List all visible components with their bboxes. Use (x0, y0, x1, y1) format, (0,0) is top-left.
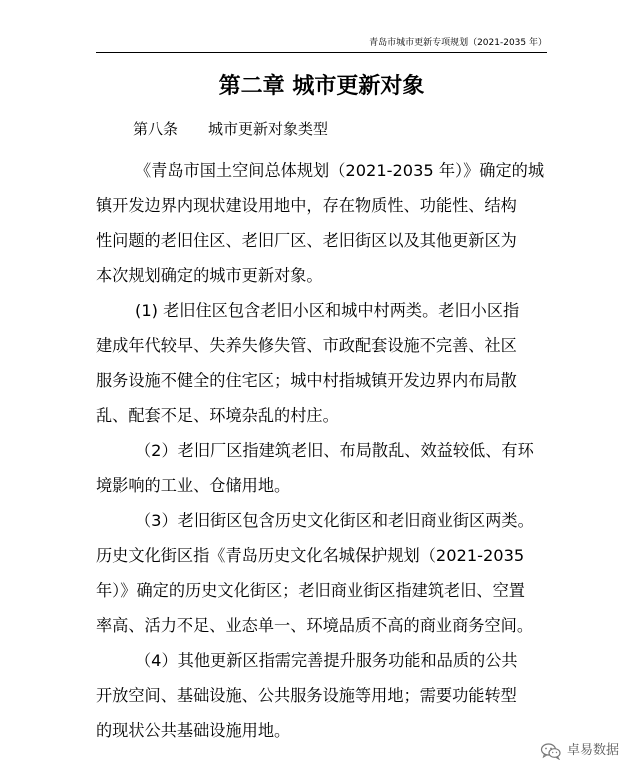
paragraph-3-line-1: （3）老旧街区包含历史文化街区和老旧商业街区两类。 (135, 511, 534, 530)
paragraph-1-line-3: 服务设施不健全的住宅区；城中村指城镇开发边界内布局散 (96, 371, 517, 390)
paragraph-1-line-2: 建成年代较早、失养失修失管、市政配套设施不完善、社区 (96, 336, 517, 355)
paragraph-3-line-2: 历史文化街区指《青岛历史文化名城保护规划（2021-2035 (96, 546, 525, 565)
paragraph-3-line-4: 率高、活力不足、业态单一、环境品质不高的商业商务空间。 (96, 616, 534, 635)
watermark (540, 741, 619, 761)
chapter-title: 第二章 城市更新对象 (218, 74, 425, 99)
paragraph-intro-line-2: 镇开发边界内现状建设用地中，存在物质性、功能性、结构 (96, 196, 517, 215)
header-rule (96, 52, 547, 53)
watermark-text: 卓易数据 (566, 743, 619, 758)
running-header: 青岛市城市更新专项规划（2021-2035 年） (369, 38, 547, 48)
paragraph-4-line-2: 开放空间、基础设施、公共服务设施等用地；需要功能转型 (96, 686, 517, 705)
paragraph-2-line-2: 境影响的工业、仓储用地。 (96, 476, 291, 495)
paragraph-intro-line-3: 性问题的老旧住区、老旧厂区、老旧街区以及其他更新区为 (96, 231, 517, 250)
paragraph-1-line-4: 乱、配套不足、环境杂乱的村庄。 (96, 406, 339, 425)
paragraph-4-line-1: （4）其他更新区指需完善提升服务功能和品质的公共 (135, 651, 518, 670)
paragraph-intro-line-4: 本次规划确定的城市更新对象。 (96, 266, 323, 285)
paragraph-2-line-1: （2）老旧厂区指建筑老旧、布局散乱、效益较低、有环 (135, 441, 534, 460)
article-heading (133, 116, 328, 142)
paragraph-3-line-3: 年）》确定的历史文化街区；老旧商业街区指建筑老旧、空置 (96, 581, 525, 600)
article-number: 第八条 (133, 120, 179, 138)
paragraph-1-line-1: (1) 老旧住区包含老旧小区和城中村两类。老旧小区指 (135, 301, 520, 320)
article-title: 城市更新对象类型 (208, 120, 329, 138)
paragraph-intro-line-1: 《青岛市国土空间总体规划（2021-2035 年）》确定的城 (135, 161, 545, 180)
paragraph-4-line-3: 的现状公共基础设施用地。 (96, 721, 291, 740)
wechat-icon (540, 742, 562, 760)
